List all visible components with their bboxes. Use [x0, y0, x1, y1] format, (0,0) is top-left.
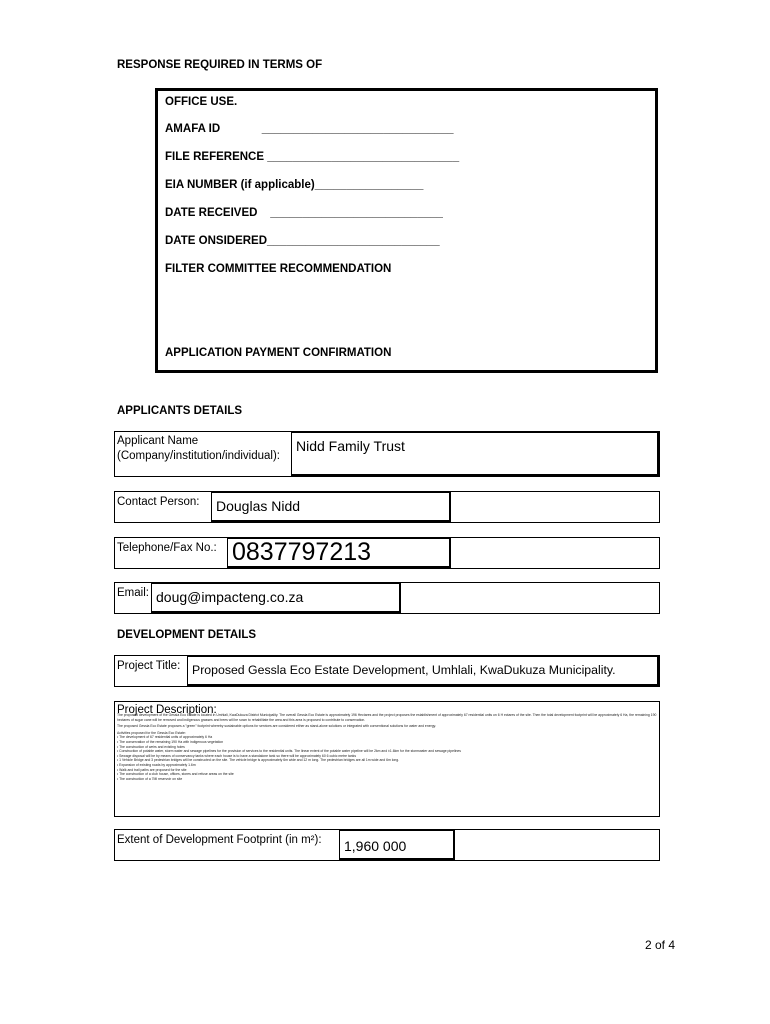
description-bullet: • Construction of potable water, storm water and sewage pipelines for the provision of services to the residential units. The linear extent of the potable water pipeline will be 2km and ±1.6km for the stormwater and sewage pipelines — [117, 749, 461, 754]
date-considered-field: DATE ONSIDERED___________________________ — [165, 235, 440, 247]
footprint-label: Extent of Development Footprint (in m²): — [117, 834, 322, 846]
footprint-row — [114, 829, 660, 861]
telephone-input[interactable] — [227, 538, 451, 568]
project-description-box[interactable] — [114, 701, 660, 817]
filter-committee-field: FILTER COMMITTEE RECOMMENDATION — [165, 263, 392, 275]
office-use-box — [155, 88, 658, 373]
date-received-field: DATE RECEIVED ___________________________ — [165, 207, 443, 219]
applicants-heading: APPLICANTS DETAILS — [117, 405, 243, 417]
telephone-value: 0837797213 — [232, 538, 372, 566]
project-title-value: Proposed Gessla Eco Estate Development, Umhlali, KwaDukuza Municipality. — [192, 663, 616, 677]
project-description-text — [117, 713, 657, 781]
payment-confirmation-field: APPLICATION PAYMENT CONFIRMATION — [165, 347, 392, 359]
telephone-label: Telephone/Fax No.: — [117, 542, 217, 554]
project-description-label: Project Description: — [117, 704, 217, 716]
description-bullet: • The conservation of the remaining 190 Ha with indigenous vegetation — [117, 739, 224, 744]
description-bullet: • The construction of a club house, offices, stores and refuse areas on the site — [117, 772, 234, 777]
description-bullet: • The construction of a 7Ml reservoir on site — [117, 776, 183, 781]
applicant-name-sublabel: (Company/institution/individual): — [117, 450, 280, 462]
applicant-name-value: Nidd Family Trust — [296, 438, 405, 454]
description-bullet: • The development of 67 residential units of approximately 6 Ha — [117, 735, 213, 740]
contact-person-value: Douglas Nidd — [216, 498, 301, 514]
description-bullet: • Sewage disposal will be by means of conservancy tanks where each house is to have a standalone tank so there will be approximately 60 6 cubic metre tanks — [117, 753, 357, 758]
contact-person-input[interactable] — [211, 492, 451, 522]
amafa-id-field: AMAFA ID ______________________________ — [165, 123, 454, 135]
project-title-row — [114, 655, 660, 687]
applicant-name-input[interactable] — [291, 432, 659, 476]
telephone-row — [114, 537, 660, 569]
email-label: Email: — [117, 587, 149, 599]
description-line: Activities proposed for the Gessla Eco Estate: — [117, 730, 186, 735]
email-input[interactable] — [151, 583, 401, 613]
development-heading: DEVELOPMENT DETAILS — [117, 629, 257, 641]
footprint-input[interactable] — [339, 830, 455, 860]
project-title-input[interactable] — [187, 656, 659, 686]
contact-person-row — [114, 491, 660, 523]
description-bullet: • 1 Vehicle Bridge and 3 pedestrian bridges will be constructed on the site. The vehicle bridge is approximately 6m wide and 12 m long. The pedestrian bridges are all 1m wide and 6m long. — [117, 758, 400, 763]
description-paragraph: The proposed Gessla Eco Estate proposes a "green" footprint whereby sustainable options for services are considered either as stand-alone solutions or integrated with conventional solutions for water and energy. — [117, 724, 436, 729]
email-value: doug@impacteng.co.za — [156, 589, 304, 605]
file-reference-field: FILE REFERENCE ______________________________ — [165, 151, 460, 163]
description-bullet: • Expansion of existing roads by approximately 1.6m — [117, 762, 196, 767]
page-number: 2 of 4 — [645, 938, 676, 952]
office-use-heading: OFFICE USE. — [165, 96, 238, 108]
contact-person-label: Contact Person: — [117, 496, 200, 508]
footprint-value: 1,960 000 — [344, 838, 407, 854]
applicant-name-row — [114, 431, 660, 477]
project-title-label: Project Title: — [117, 660, 181, 672]
email-row — [114, 582, 660, 614]
description-bullet: • The construction of weirs and existing holes — [117, 744, 185, 749]
eia-number-field: EIA NUMBER (if applicable)_________________ — [165, 179, 424, 191]
form-title: RESPONSE REQUIRED IN TERMS OF — [117, 59, 323, 71]
applicant-name-label: Applicant Name — [117, 435, 199, 447]
description-paragraph: The proposed development of the Gessla Eco Estate is located in Umhlali, KwaDukuza District Municipality. The overall Gessla Eco Estate is approximately 196 Hectares and the project proposes the establishment of approximately 67 residential units on 6 H ectares of the site. Then the total development footprint will be approximately 6 Ha, the remaining 190 hectares of sugar cane will be removed and indigenous grasses and trees will be sown to rehabilitate the area and this area is proposed to contribute to conservation. — [117, 713, 657, 722]
description-bullet: • Walk and trail paths are proposed for the site — [117, 767, 187, 772]
